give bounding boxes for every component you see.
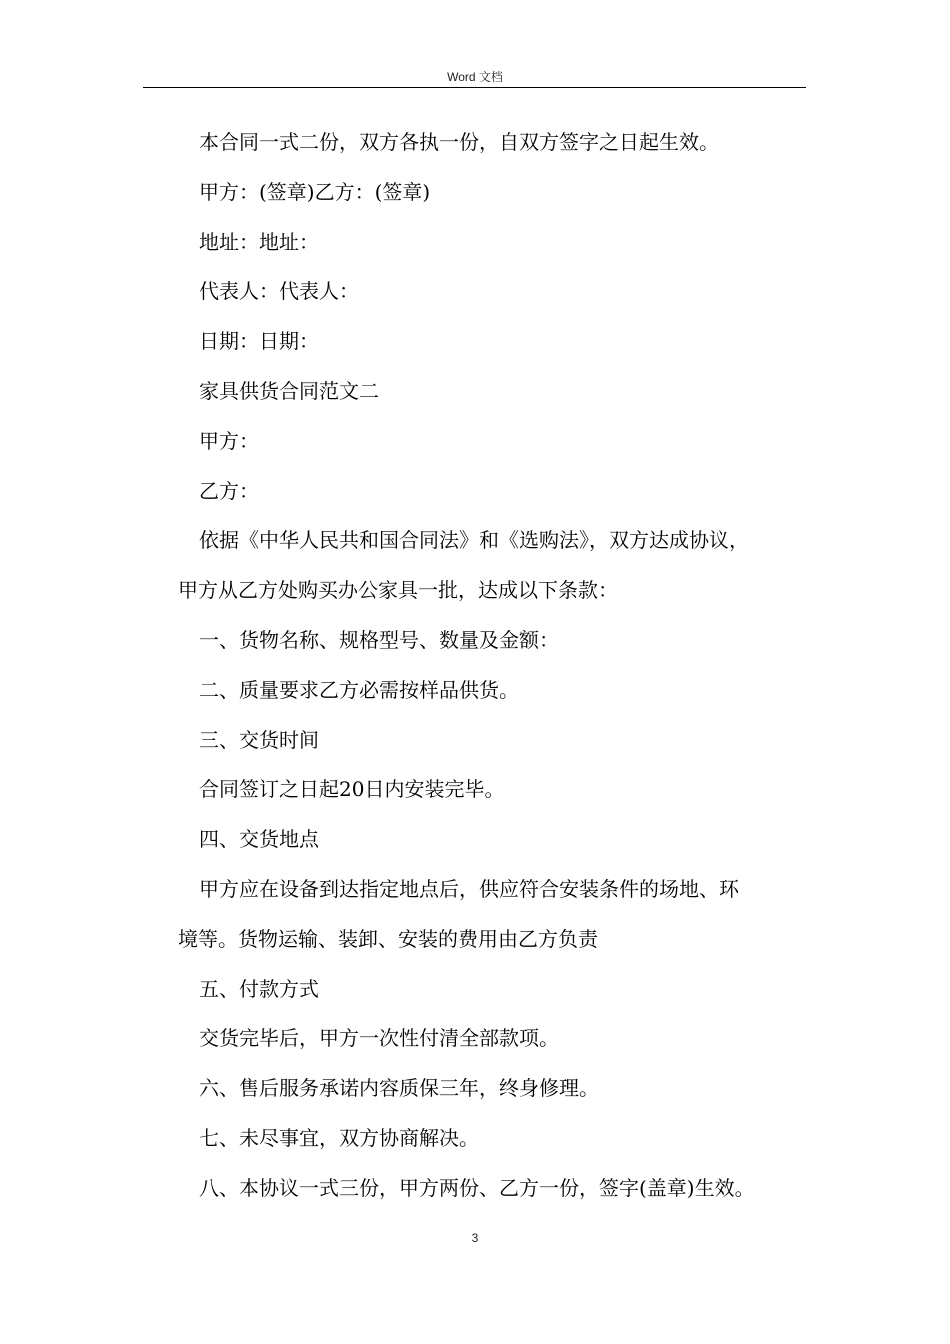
paragraph: 本合同一式二份，双方各执一份，自双方签字之日起生效。 <box>199 130 719 154</box>
document-body <box>178 130 808 1226</box>
section-title: 家具供货合同范文二 <box>199 378 379 403</box>
paragraph: 二、质量要求乙方必需按样品供货。 <box>199 677 519 702</box>
paragraph: 依据《中华人民共和国合同法》和《选购法》，双方达成协议， <box>199 528 749 553</box>
paragraph: 四、交货地点 <box>199 827 319 852</box>
paragraph: 六、售后服务承诺内容质保三年，终身修理。 <box>199 1076 599 1101</box>
paragraph: 甲方从乙方处购买办公家具一批，达成以下条款： <box>178 578 618 603</box>
page-number: 3 <box>471 1231 479 1245</box>
paragraph: 甲方：(签章)乙方：(签章) <box>199 179 431 204</box>
paragraph: 境等。货物运输、装卸、安装的费用由乙方负责 <box>178 926 598 951</box>
paragraph: 地址：地址： <box>199 229 319 254</box>
paragraph: 七、未尽事宜，双方协商解决。 <box>199 1125 479 1150</box>
paragraph: 日期：日期： <box>199 329 319 354</box>
paragraph: 三、交货时间 <box>199 727 319 752</box>
paragraph: 甲方应在设备到达指定地点后，供应符合安装条件的场地、环 <box>199 876 739 901</box>
paragraph: 五、付款方式 <box>199 976 319 1001</box>
paragraph: 合同签订之日起20日内安装完毕。 <box>199 777 505 802</box>
page-header: Word 文档 <box>447 70 503 84</box>
paragraph: 八、本协议一式三份，甲方两份、乙方一份，签字(盖章)生效。 <box>199 1175 755 1200</box>
paragraph: 甲方： <box>199 428 259 453</box>
paragraph: 交货完毕后，甲方一次性付清全部款项。 <box>199 1026 559 1051</box>
paragraph: 乙方： <box>199 478 259 503</box>
paragraph: 一、货物名称、规格型号、数量及金额： <box>199 627 559 652</box>
header-rule <box>143 87 806 88</box>
paragraph: 代表人：代表人： <box>199 279 359 304</box>
